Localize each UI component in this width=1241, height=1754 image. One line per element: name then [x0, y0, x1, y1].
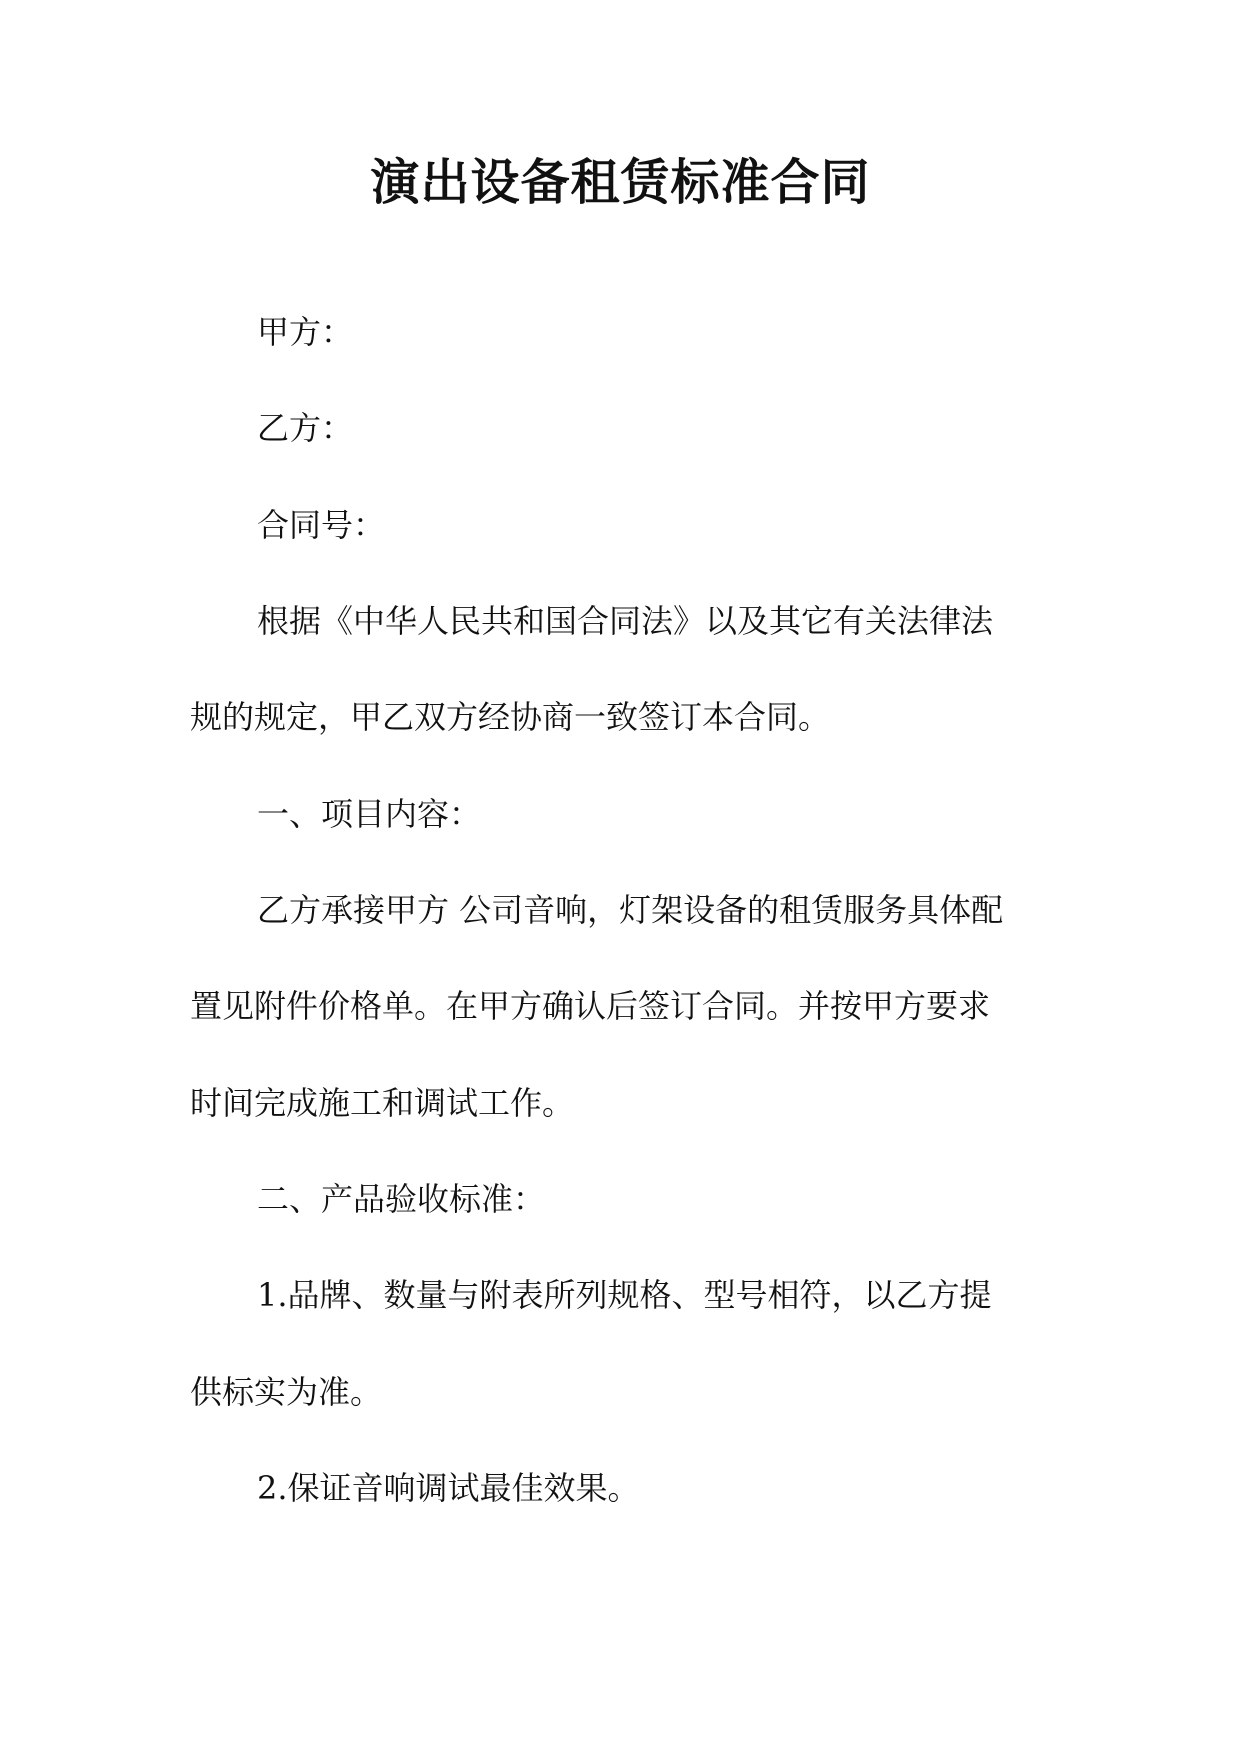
section-2-item-1-line-1: 1.品牌、数量与附表所列规格、型号相符，以乙方提: [257, 1276, 992, 1314]
preamble-line-1: 根据《中华人民共和国合同法》以及其它有关法律法: [257, 602, 994, 640]
party-a-label: 甲方：: [257, 313, 354, 351]
section-1-line-1: 乙方承接甲方 公司音响，灯架设备的租赁服务具体配: [257, 891, 1004, 929]
preamble-line-2: 规的规定，甲乙双方经协商一致签订本合同。: [190, 698, 831, 736]
section-2-item-1-line-2: 供标实为准。: [190, 1373, 383, 1411]
section-1-heading: 一、项目内容：: [257, 795, 482, 833]
section-1-line-2: 置见附件价格单。在甲方确认后签订合同。并按甲方要求: [190, 987, 991, 1025]
document-title: 演出设备租赁标准合同: [370, 153, 871, 211]
party-b-label: 乙方：: [257, 409, 354, 447]
contract-number-label: 合同号：: [257, 506, 386, 544]
section-1-line-3: 时间完成施工和调试工作。: [190, 1084, 575, 1122]
section-2-heading: 二、产品验收标准：: [257, 1180, 546, 1218]
section-2-item-2: 2.保证音响调试最佳效果。: [257, 1469, 640, 1507]
